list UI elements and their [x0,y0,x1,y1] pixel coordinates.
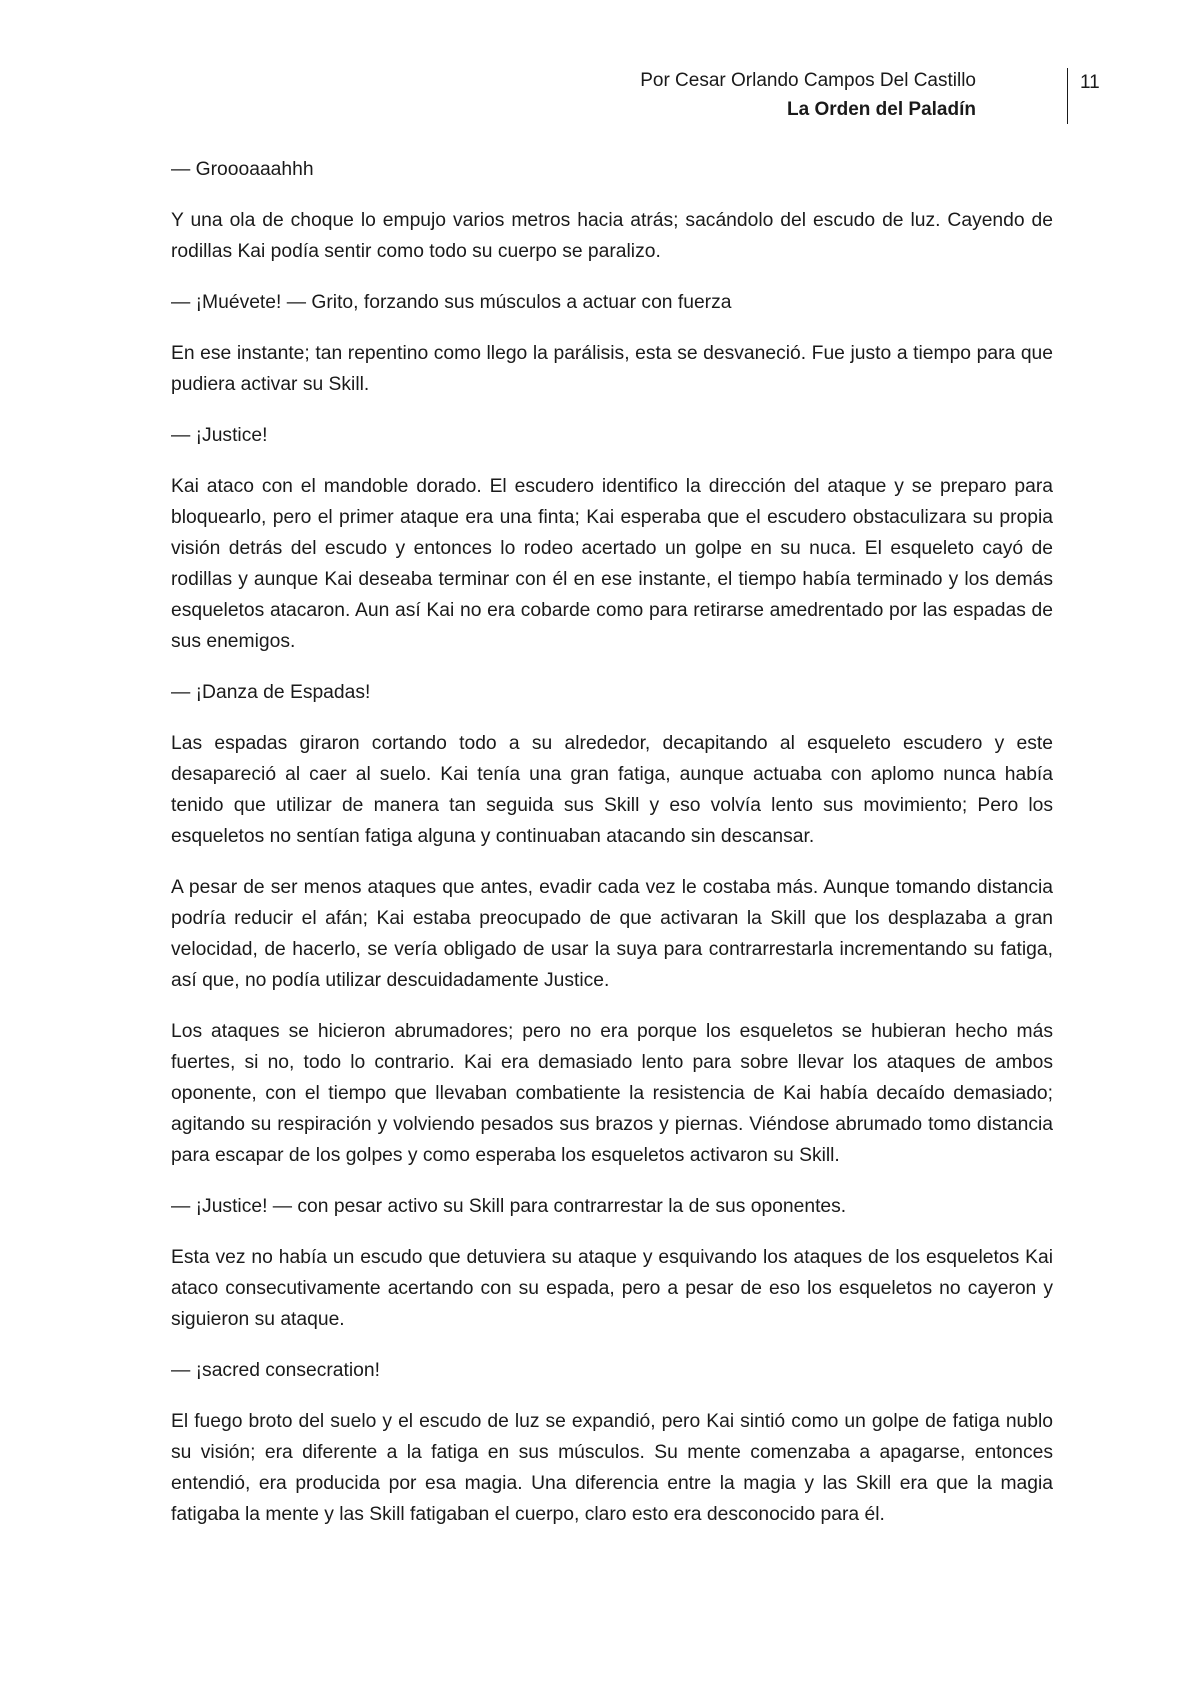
paragraph: Las espadas giraron cortando todo a su alrededor, decapitando al esqueleto escudero y este desapareció al caer al suelo. Kai tenía una gran fatiga, aunque actuaba con aplomo nunca había tenido que utilizar de manera tan seguida sus Skill y eso volvía lento sus movimiento; Pero los esqueletos no sentían fatiga alguna y continuaban atacando sin descansar. [171,733,1053,847]
paragraph: En ese instante; tan repentino como llego la parálisis, esta se desvaneció. Fue justo a tiempo para que pudiera activar su Skill. [171,343,1053,395]
paragraph: Los ataques se hicieron abrumadores; pero no era porque los esqueletos se hubieran hecho más fuertes, si no, todo lo contrario. Kai era demasiado lento para sobre llevar los ataques de ambos oponente, con el tiempo que llevaban combatiente la resistencia de Kai había decaído demasiado; agitando su respiración y volviendo pesados sus brazos y piernas. Viéndose abrumado tomo distancia para escapar de los golpes y como esperaba los esqueletos activaron su Skill. [171,1021,1053,1166]
paragraph: — ¡Danza de Espadas! [171,682,371,703]
paragraph: — ¡Muévete! — Grito, forzando sus músculos a actuar con fuerza [171,292,732,313]
page-header [640,66,976,124]
header-author: Por Cesar Orlando Campos Del Castillo [640,70,976,91]
paragraph: Esta vez no había un escudo que detuviera su ataque y esquivando los ataques de los esqueletos Kai ataco consecutivamente acertando con su espada, pero a pesar de eso los esqueletos no cayeron y siguieron su ataque. [171,1247,1053,1330]
paragraph: — ¡sacred consecration! [171,1360,380,1381]
paragraph: A pesar de ser menos ataques que antes, evadir cada vez le costaba más. Aunque tomando distancia podría reducir el afán; Kai estaba preocupado de que activaran la Skill que los desplazaba a gran velocidad, de hacerlo, se vería obligado de usar la suya para contrarrestarla incrementando su fatiga, así que, no podía utilizar descuidadamente Justice. [171,877,1053,991]
page-body [171,154,1053,1550]
paragraph: — ¡Justice! [171,425,268,446]
paragraph: Y una ola de choque lo empujo varios metros hacia atrás; sacándolo del escudo de luz. Cayendo de rodillas Kai podía sentir como todo su cuerpo se paralizo. [171,210,1053,262]
paragraph: — Groooaaahhh [171,159,314,180]
page-number: 11 [1080,72,1100,93]
paragraph: — ¡Justice! — con pesar activo su Skill para contrarrestar la de sus oponentes. [171,1196,847,1217]
paragraph: El fuego broto del suelo y el escudo de luz se expandió, pero Kai sintió como un golpe de fatiga nublo su visión; era diferente a la fatiga en sus músculos. Su mente comenzaba a apagarse, entonces entendió, era producida por esa magia. Una diferencia entre la magia y las Skill era que la magia fatigaba la mente y las Skill fatigaban el cuerpo, claro esto era desconocido para él. [171,1411,1053,1525]
header-book-title: La Orden del Paladín [787,99,976,120]
paragraph: Kai ataco con el mandoble dorado. El escudero identifico la dirección del ataque y se preparo para bloquearlo, pero el primer ataque era una finta; Kai esperaba que el escudero obstaculizara su propia visión detrás del escudo y entonces lo rodeo acertado un golpe en su nuca. El esqueleto cayó de rodillas y aunque Kai deseaba terminar con él en ese instante, el tiempo había terminado y los demás esqueletos atacaron. Aun así Kai no era cobarde como para retirarse amedrentado por las espadas de sus enemigos. [171,476,1053,652]
header-divider [1067,68,1068,124]
